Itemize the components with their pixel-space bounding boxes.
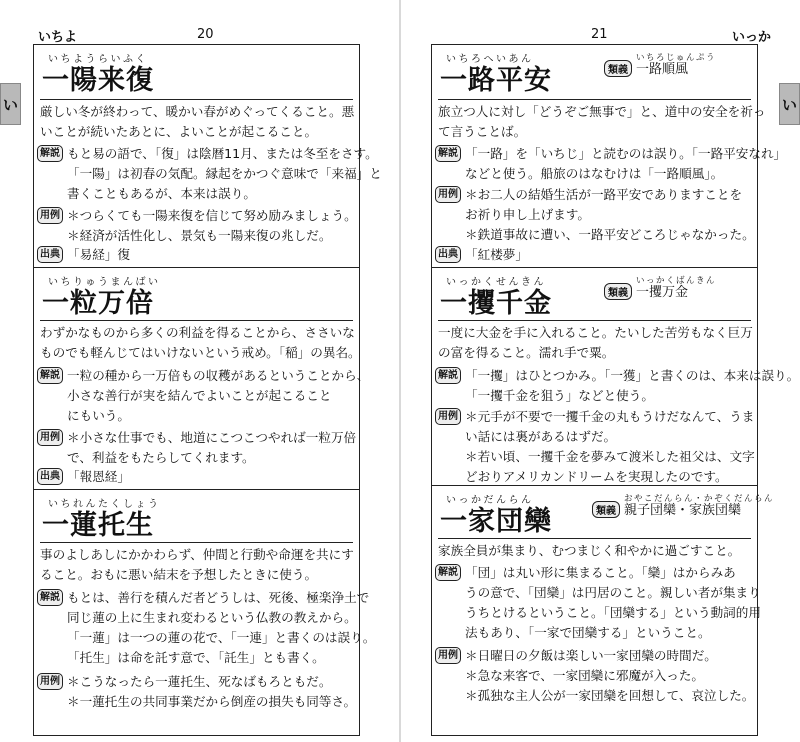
note-example: 用例 ＊元手が不要で一攫千金の丸もうけだなんて、うま い話には裏があるはずだ。 ＊若い頃、一攫千金を夢みて渡米した祖父は、文字 どおりアメリカンドリームを実現したのです。 bbox=[435, 407, 753, 487]
index-tab[interactable]: い bbox=[779, 83, 800, 125]
synonym-badge: 類義 bbox=[604, 60, 632, 77]
label-badge: 用例 bbox=[435, 647, 461, 664]
idiom-ruby: いっかくせんきん bbox=[446, 277, 546, 288]
label-badge: 用例 bbox=[37, 429, 63, 446]
note-explanation: 解説 「一路」を「いちじ」と読むのは誤り。「一路平安なれ」 などと使う。船旅のはなむけは「一路順風」。 bbox=[435, 144, 753, 184]
idiom-entry bbox=[432, 45, 787, 267]
note-explanation: 解説 もと易の語で、「復」は陰暦11月、または冬至をさす。 「一陽」は初春の気配。縁起をかつぐ意味で「来福」と 書くこともあるが、本来は誤り。 bbox=[37, 144, 355, 204]
definition: 厳しい冬が終わって、暖かい春がめぐってくること。悪 いことが続いたあとに、よいことが起こること。 bbox=[40, 104, 355, 139]
idiom-ruby: いちろへいあん bbox=[446, 54, 534, 65]
running-header: いちよ bbox=[38, 30, 78, 45]
label-badge: 用例 bbox=[37, 673, 63, 690]
divider bbox=[438, 99, 751, 100]
label-badge: 出典 bbox=[37, 246, 63, 263]
synonym-text: 親子団欒・家族団欒 bbox=[624, 503, 742, 518]
note-example: 用例 ＊こうなったら一蓮托生、死なばもろともだ。 ＊一蓮托生の共同事業だから倒産の損失も同等さ。 bbox=[37, 672, 355, 712]
idiom-entry bbox=[34, 45, 382, 267]
running-header: いっか bbox=[732, 30, 772, 45]
note-explanation: 解説 「団」は丸い形に集まること。「欒」はからみあ うの意で、「団欒」は円居のこと。親しい者が集まり うちとけるということ。「団欒する」という動詞的用 法もあり、「一家で団欒する」ということ。 bbox=[435, 563, 753, 643]
note-explanation: 解説 一粒の種から一万倍もの収穫があるということから、 小さな善行が実を結んでよいことが起こること にもいう。 bbox=[37, 366, 355, 426]
divider bbox=[40, 99, 353, 100]
label-badge: 解説 bbox=[435, 367, 461, 384]
definition: わずかなものから多くの利益を得ることから、ささいな ものでも軽んじてはいけないという戒め。「稲」の異名。 bbox=[40, 325, 361, 360]
label-badge: 出典 bbox=[37, 468, 63, 485]
label-badge: 用例 bbox=[435, 186, 461, 203]
synonym-badge: 類義 bbox=[604, 283, 632, 300]
idiom-heading: 一路平安 bbox=[440, 65, 552, 96]
idiom-entry bbox=[34, 267, 370, 490]
synonym bbox=[592, 494, 775, 518]
label-badge: 解説 bbox=[37, 145, 63, 162]
note-source: 出典 「報恩経」 bbox=[37, 467, 355, 487]
label-badge: 用例 bbox=[37, 207, 63, 224]
idiom-entry bbox=[34, 489, 376, 736]
divider bbox=[40, 320, 353, 321]
note-explanation: 解説 「一攫」はひとつかみ。「一獲」と書くのは、本来は誤り。 「一攫千金を狙う」などと使う。 bbox=[435, 366, 753, 406]
idiom-heading: 一家団欒 bbox=[440, 506, 552, 537]
entries-frame bbox=[33, 44, 382, 736]
idiom-heading: 一陽来復 bbox=[42, 65, 154, 96]
note-example: 用例 ＊日曜日の夕飯は楽しい一家団欒の時間だ。 ＊急な来客で、一家団欒に邪魔が入った。 ＊孤独な主人公が一家団欒を回想して、哀泣した。 bbox=[435, 646, 753, 706]
synonym bbox=[604, 276, 717, 300]
idiom-heading: 一攫千金 bbox=[440, 288, 552, 319]
definition: 一度に大金を手に入れること。たいした苦労もなく巨万 の富を得ること。濡れ手で粟。 bbox=[438, 325, 753, 360]
right-page bbox=[401, 0, 800, 742]
idiom-heading: 一蓮托生 bbox=[42, 510, 154, 541]
idiom-entry bbox=[432, 267, 800, 486]
label-badge: 解説 bbox=[37, 589, 63, 606]
idiom-ruby: いちりゅうまんばい bbox=[48, 277, 161, 288]
note-example: 用例 ＊お二人の結婚生活が一路平安でありますことを お祈り申し上げます。 ＊鉄道事故に遭い、一路平安どころじゃなかった。 bbox=[435, 185, 753, 245]
idiom-heading: 一粒万倍 bbox=[42, 288, 154, 319]
left-page bbox=[0, 0, 399, 742]
synonym-text: 一攫万金 bbox=[636, 285, 689, 300]
idiom-ruby: いちれんたくしょう bbox=[48, 499, 161, 510]
synonym-ruby: いちろじゅんぷう bbox=[636, 53, 717, 63]
label-badge: 解説 bbox=[435, 145, 461, 162]
note-explanation: 解説 もとは、善行を積んだ者どうしは、死後、極楽浄土で 同じ蓮の上に生まれ変わるという仏教の教えから。 「一蓮」は一つの蓮の花で、「一連」と書くのは誤り。 「托生」は命を託す意で、「託生」とも書く。 bbox=[37, 588, 355, 668]
idiom-ruby: いっかだんらん bbox=[446, 495, 534, 506]
synonym-ruby: いっかくばんきん bbox=[636, 276, 717, 286]
divider bbox=[438, 320, 751, 321]
synonym-ruby: おやこだんらん・かぞくだんらん bbox=[624, 494, 775, 504]
index-tab[interactable]: い bbox=[0, 83, 21, 125]
page-number: 20 bbox=[197, 27, 214, 42]
divider bbox=[40, 542, 353, 543]
definition: 旅立つ人に対し「どうぞご無事で」と、道中の安全を祈っ て言うことば。 bbox=[438, 104, 766, 139]
synonym bbox=[604, 53, 717, 77]
label-badge: 出典 bbox=[435, 246, 461, 263]
label-badge: 用例 bbox=[435, 408, 461, 425]
note-example: 用例 ＊小さな仕事でも、地道にこつこつやれば一粒万倍 で、利益をもたらしてくれます。 bbox=[37, 428, 355, 468]
note-source: 出典 「易経」復 bbox=[37, 245, 355, 265]
synonym-badge: 類義 bbox=[592, 501, 620, 518]
label-badge: 解説 bbox=[435, 564, 461, 581]
idiom-entry bbox=[432, 485, 775, 736]
label-badge: 解説 bbox=[37, 367, 63, 384]
divider bbox=[438, 538, 751, 539]
note-example: 用例 ＊つらくても一陽来復を信じて努め励みましょう。 ＊経済が活性化し、景気も一陽来復の兆しだ。 bbox=[37, 206, 355, 246]
page-number: 21 bbox=[591, 27, 608, 42]
note-source: 出典 「紅楼夢」 bbox=[435, 245, 753, 265]
definition: 家族全員が集まり、むつまじく和やかに過ごすこと。 bbox=[438, 543, 741, 558]
synonym-text: 一路順風 bbox=[636, 62, 689, 77]
idiom-ruby: いちようらいふく bbox=[48, 54, 148, 65]
entries-frame bbox=[431, 44, 800, 736]
definition: 事のよしあしにかかわらず、仲間と行動や命運を共にす ること。おもに悪い結末を予想したときに使う。 bbox=[40, 547, 354, 582]
